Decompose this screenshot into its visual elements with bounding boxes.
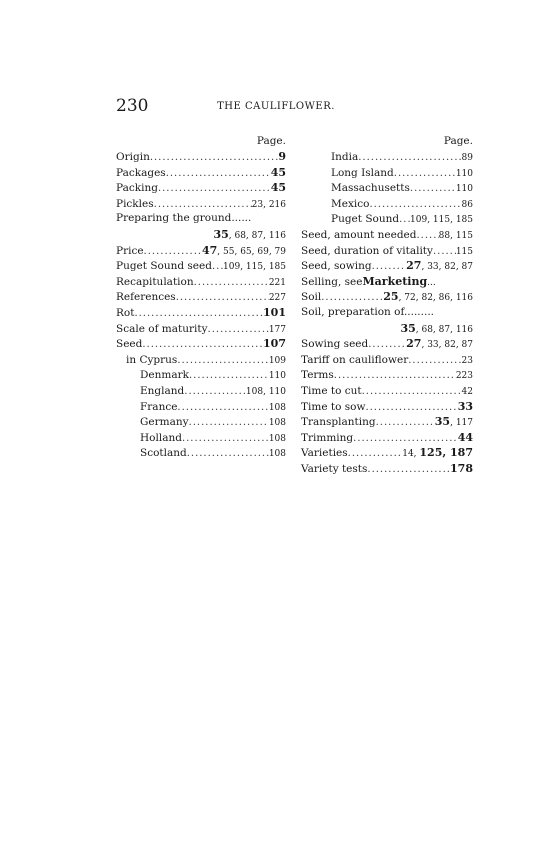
index-entry [116,445,286,461]
index-entry [116,211,286,227]
index-entry [116,399,286,415]
page-ref-bold: 35 [400,321,416,335]
page-ref-plain: 110 [268,371,286,382]
index-entry [301,196,473,212]
page-ref-bold: 101 [263,305,286,319]
index-term: References [116,291,176,304]
index-entry [301,211,473,227]
leader-dots [208,322,269,338]
page-ref-plain: 109, 115, 185 [223,262,286,273]
index-entry [116,274,286,290]
index-entry [301,258,473,274]
index-term: France [140,400,178,413]
leader-dots [182,431,269,447]
index-term: Long Island [331,166,394,179]
index-entry [116,289,286,305]
leader-dots [368,337,406,353]
page-ref-plain: , 117 [450,418,473,429]
index-term: Price [116,244,144,257]
page-ref-plain: 110 [455,168,473,179]
index-entry [301,274,473,290]
page-ref-plain: 177 [268,324,286,335]
leader-dots [212,259,223,275]
page-ref-plain: 42 [461,386,473,397]
index-term: Packing [116,182,158,195]
index-entry [301,321,473,337]
leader-dots [194,275,269,291]
index-entry [301,227,473,243]
index-entry [301,165,473,181]
page-ref-bold: 27 [406,337,422,351]
page-ref-plain: 14, [402,449,420,460]
index-entry [301,367,473,383]
index-term: Scotland [140,447,187,460]
leader-dots [369,197,461,213]
leader-dots [142,337,263,353]
leader-dots [177,400,268,416]
page-ref-bold: 47 [201,243,218,257]
page-ref-plain: 86 [461,199,473,210]
leader-dots [372,259,407,275]
index-entry [116,180,286,196]
page-ref-plain: , 72, 82, 86, 116 [398,293,473,304]
running-head: THE CAULIFLOWER. [217,101,335,112]
index-term: Scale of maturity [116,322,208,335]
index-entry [301,430,473,446]
leader-dots [358,150,461,166]
index-term: Recapitulation [116,275,194,288]
leader-dots [365,400,457,416]
page-ref-plain: 108 [268,433,286,444]
index-term: India [331,151,359,163]
page-ref-plain: , 55, 65, 69, 79 [217,246,286,257]
leader-dots [334,368,456,384]
index-term: Holland [140,431,182,444]
page-number: 230 [116,96,149,116]
page-ref-plain: 221 [268,277,286,288]
index-term: Soil, preparation of......... [301,305,434,318]
index-entry [116,258,286,274]
index-term: Germany [140,416,189,429]
index-term: Sowing seed [301,338,369,351]
index-entry [116,227,286,243]
page-ref-bold: 125, 187 [419,446,473,460]
index-term: Puget Sound [331,213,400,226]
page-ref-plain: 109, 115, 185 [410,215,473,226]
index-term: Tariff on cauliflower [301,353,409,366]
index-entry [301,414,473,430]
leader-dots [376,415,435,431]
index-entry [301,445,473,461]
index-entry [301,243,473,259]
leader-dots [353,431,458,447]
page-ref-plain: 227 [268,293,286,304]
leader-dots [184,384,246,400]
index-entry [116,305,286,321]
leader-dots [367,462,450,478]
page-ref-bold: Marketing [362,274,428,288]
page-refs [252,196,286,214]
page-refs [450,461,473,479]
index-entry [116,196,286,212]
page-ref-bold: 45 [270,181,286,195]
index-term: Transplanting [301,416,376,429]
page-ref-plain: 88, 115 [438,230,473,241]
index-term: Time to sow [301,400,366,413]
index-entry [116,336,286,352]
index-column-left [116,133,286,461]
index-term: Seed, duration of vitality [301,244,433,257]
page-ref-plain: , 68, 87, 116 [228,230,286,241]
index-entry [116,352,286,368]
page-ref-bold: 107 [263,337,286,351]
index-column-right [301,133,473,476]
page-ref-plain: 110 [455,184,473,195]
leader-dots [189,368,269,384]
leader-dots [348,446,403,462]
page-ref-bold: 45 [270,165,286,179]
page-ref-plain: 108 [268,402,286,413]
leader-dots [321,290,383,306]
page-column-label: Page. [256,135,286,147]
page-ref-plain: 115 [455,246,473,257]
page-ref-plain: , 33, 82, 87 [421,340,473,351]
page-ref-bold: 35 [213,227,229,241]
page-ref-plain: 108, 110 [245,386,286,397]
index-entry [116,243,286,259]
page-ref-plain: 108 [268,449,286,460]
index-entry [301,149,473,165]
index-entry [116,165,286,181]
index-entry [301,289,473,305]
page-ref-plain: 109 [268,355,286,366]
index-term: Puget Sound seed [116,260,212,273]
index-entry [301,180,473,196]
leader-dots [433,244,456,260]
page-ref-bold: 25 [383,290,399,304]
page-refs [269,445,286,463]
index-term: Seed, sowing [301,260,372,273]
leader-dots [158,181,271,197]
page-ref-bold: 44 [457,430,473,444]
index-term: Mexico [331,197,370,210]
index-term: Time to cut [301,384,362,397]
leader-dots [189,415,269,431]
page-ref-plain: ... [427,277,436,288]
page-ref-bold: 178 [450,461,473,475]
leader-dots [408,353,461,369]
index-entry [301,399,473,415]
page-ref-plain: 23 [461,355,473,366]
leader-dots [362,384,462,400]
leader-dots [134,306,263,322]
index-entry [301,461,473,477]
leader-dots [177,353,268,369]
index-entry [116,321,286,337]
index-entry [116,414,286,430]
leader-dots [166,166,271,182]
index-term: Packages [116,166,166,179]
index-entry [116,367,286,383]
page-ref-plain: , 33, 82, 87 [421,262,473,273]
page-ref-plain: 223 [455,371,473,382]
leader-dots [187,446,269,462]
index-term: Rot [116,306,135,319]
page-ref-bold: 33 [457,399,473,413]
page-ref-plain: 23, 216 [251,199,286,210]
index-entry [116,383,286,399]
index-entry [116,149,286,165]
index-term: Seed [116,338,143,351]
leader-dots [176,290,269,306]
page-ref-plain: , 68, 87, 116 [415,324,473,335]
index-term: Soil [301,291,322,304]
leader-dots [394,166,456,182]
index-term: Origin [116,151,150,163]
index-entry [301,383,473,399]
index-term: Variety tests [301,462,368,475]
index-entry [301,305,473,321]
leader-dots [144,244,202,260]
leader-dots [417,228,439,244]
index-term: Terms [301,369,334,382]
index-entry [116,430,286,446]
index-term: Denmark [140,369,189,382]
index-term: Seed, amount needed [301,228,417,241]
leader-dots [410,181,456,197]
index-term: Varieties [301,447,348,460]
page-ref-bold: 27 [406,259,422,273]
index-entry [301,352,473,368]
page-ref-bold: 9 [278,150,286,163]
index-term: Selling, see [301,275,363,288]
page-column-label: Page. [443,135,473,147]
index-term: Pickles [116,197,154,210]
index-term: Massachusetts [331,182,410,195]
index-entry [301,336,473,352]
index-term: England [140,384,185,397]
leader-dots [154,197,252,213]
leader-dots [150,150,279,166]
index-term: in Cyprus [126,353,178,366]
leader-dots [399,212,410,228]
index-term: Preparing the ground...... [116,212,252,225]
page-ref-plain: 108 [268,418,286,429]
page-ref-bold: 35 [434,415,451,429]
page-ref-plain: 89 [461,153,473,163]
index-term: Trimming [301,431,354,444]
